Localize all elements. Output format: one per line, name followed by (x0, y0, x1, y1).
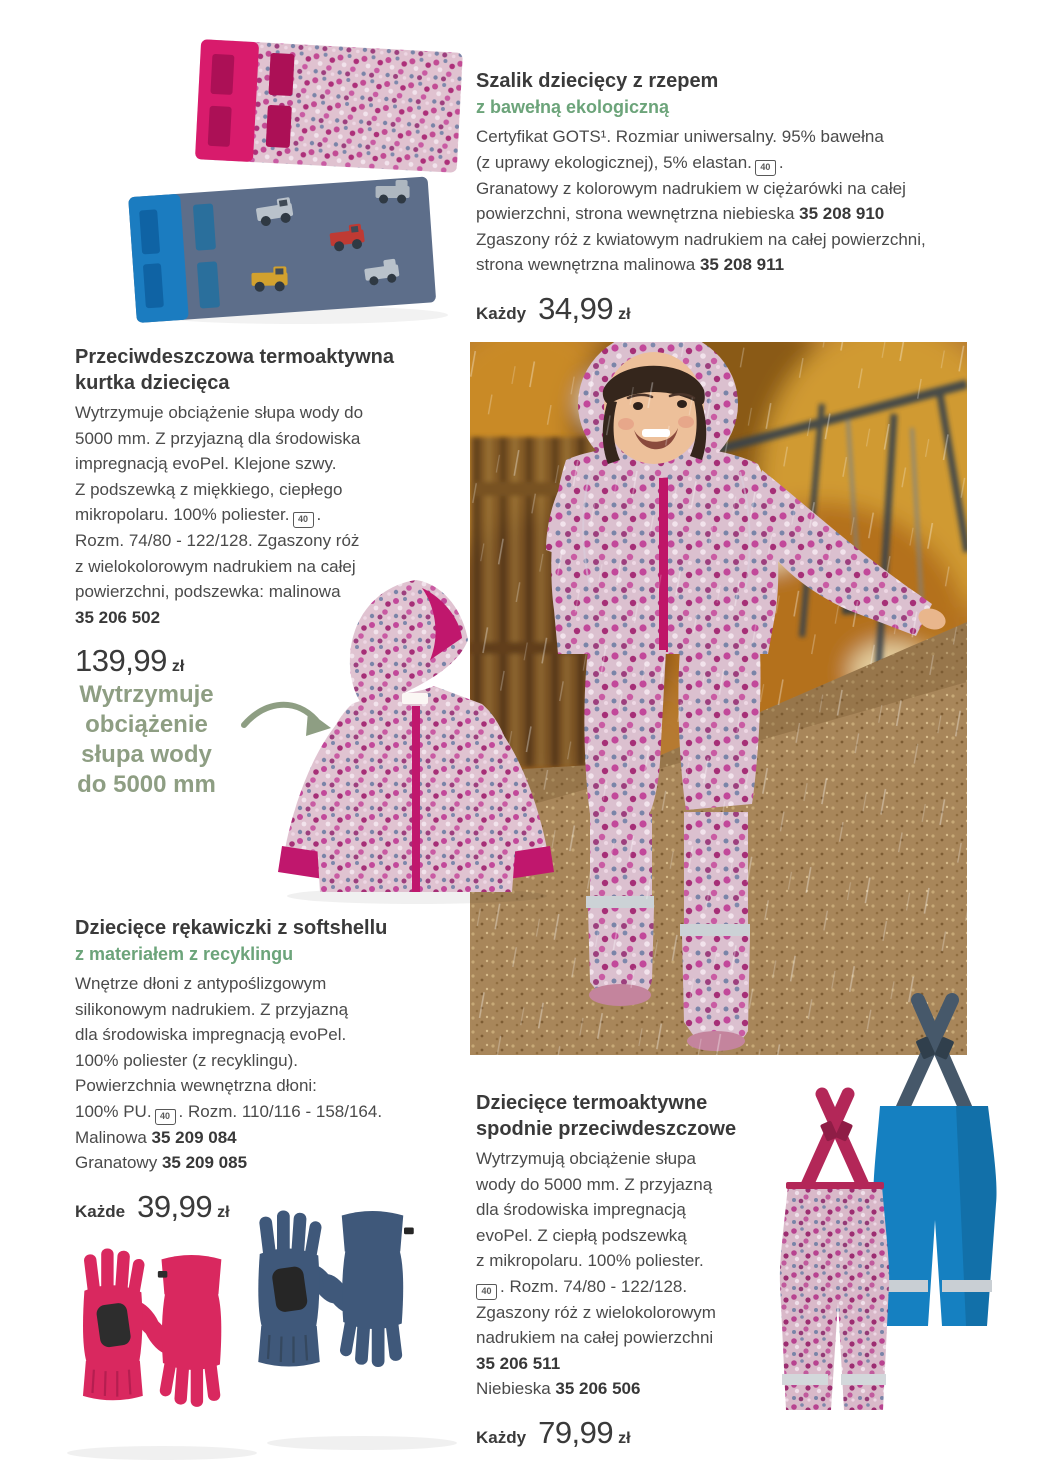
gloves-illustration (52, 1195, 462, 1463)
scarf-desc-line: Zgaszony róż z kwiatowym nadrukiem na całej powierzchni, (476, 229, 926, 249)
navy-truck-scarf (128, 176, 436, 323)
wash-care-icon: 40 (293, 512, 314, 528)
scarf-sku-rose: 35 208 911 (699, 255, 785, 274)
scarf-description (476, 124, 976, 278)
price-currency: zł (171, 658, 185, 675)
price-label: Każdy (476, 303, 527, 323)
collar-label (402, 693, 428, 704)
pants-desc-line: Zgaszony róż z wielokolorowym (476, 1302, 716, 1322)
wash-care-icon: 40 (476, 1284, 497, 1300)
gloves-desc-line: Powierzchnia wewnętrzna dłoni: (75, 1076, 317, 1095)
price-label: Każde (75, 1201, 126, 1221)
jacket-desc-line: z wielokolorowym nadrukiem na całej (75, 556, 356, 576)
price-value: 39,99 (137, 1188, 213, 1224)
pants-sku-blue: 35 206 506 (555, 1379, 641, 1398)
scarf-desc-line: (z uprawy ekologicznej), 5% elastan. 40 . (476, 150, 976, 176)
gloves-sku-navy: 35 209 085 (161, 1153, 248, 1172)
pants-product-info (476, 1090, 776, 1451)
scarf-desc-line: strona wewnętrzna malinowa 35 208 911 (476, 255, 785, 274)
price-value: 34,99 (538, 290, 614, 326)
pants-desc-line: wody do 5000 mm. Z przyjazną (476, 1174, 713, 1194)
scarf-desc-line: Granatowy z kolorowym nadrukiem w ciężarówki na całej (476, 178, 906, 198)
jacket-title: Przeciwdeszczowa termoaktywna kurtka dziecięca (75, 346, 395, 394)
pants-desc-line: Wytrzymują obciążenie słupa (476, 1149, 696, 1168)
wash-care-icon: 40 (155, 1109, 176, 1125)
scarf-product-info (476, 68, 976, 327)
gloves-eco-subtitle: z materiałem z recyklingu (75, 944, 294, 964)
scarf-sku-navy: 35 208 910 (799, 204, 885, 223)
pants-desc-line: nadrukiem na całej powierzchni (476, 1328, 714, 1347)
pants-desc-line: dla środowiska impregnacją (476, 1200, 686, 1219)
gloves-product-image (52, 1195, 462, 1463)
scarves-product-image (118, 5, 463, 327)
price-label: Każdy (476, 1427, 527, 1447)
gloves-title: Dziecięce rękawiczki z softshellu (75, 917, 388, 939)
price-currency: zł (217, 1203, 230, 1221)
gloves-product-info (75, 915, 475, 1225)
price-value: 139,99 (75, 643, 167, 678)
pants-description (476, 1146, 776, 1402)
gloves-desc-line: 100% PU. 40 . Rozm. 110/116 - 158/164. (75, 1099, 475, 1125)
pink-floral-scarf (195, 39, 463, 173)
pants-desc-line: z mikropolaru. 100% poliester. (476, 1251, 704, 1270)
jacket-desc-line: mikropolaru. 100% poliester. 40 . (75, 502, 475, 528)
jacket-desc-line: Wytrzymuje obciążenie słupa wody do (75, 403, 364, 422)
jacket-desc-line: Rozm. 74/80 - 122/128. Zgaszony róż (75, 531, 360, 550)
jacket-zipper (412, 706, 420, 892)
jacket-illustration (272, 572, 562, 907)
price-currency: zł (618, 1429, 631, 1447)
scarves-illustration (118, 5, 463, 327)
gloves-desc-line: dla środowiska impregnacją evoPel. (75, 1025, 347, 1044)
navy-glove-back (317, 1211, 414, 1367)
jacket-desc-line: powierzchni, podszewka: malinowa (75, 582, 341, 601)
gloves-description (75, 971, 475, 1176)
scarf-eco-subtitle: z bawełną ekologiczną (476, 97, 670, 117)
scarf-title: Szalik dziecięcy z rzepem (476, 70, 719, 92)
gloves-desc-line: Wnętrze dłoni z antypoślizgowym (75, 974, 327, 993)
pink-pants-illustration (768, 1072, 903, 1422)
pants-desc-line: evoPel. Z ciepłą podszewką (476, 1225, 687, 1245)
scarf-price (476, 291, 976, 327)
jacket-desc-line: impregnacją evoPel. Klejone szwy. (75, 454, 337, 473)
price-currency: zł (618, 305, 631, 323)
jacket-sku: 35 206 502 (75, 607, 161, 627)
jacket-desc-line: 5000 mm. Z przyjazną dla środowiska (75, 428, 361, 448)
pants-color-line: Niebieska 35 206 506 (476, 1379, 641, 1398)
raspberry-glove-back (138, 1255, 222, 1407)
gloves-sku-raspberry: 35 209 084 (151, 1127, 237, 1147)
price-value: 79,99 (538, 1414, 614, 1450)
wash-care-icon: 40 (755, 160, 776, 176)
jacket-product-image (272, 572, 562, 907)
gloves-desc-line: silikonowym nadrukiem. Z przyjazną (75, 999, 349, 1019)
pants-desc-line: 40 . Rozm. 74/80 - 122/128. (476, 1274, 776, 1300)
scarf-desc-line: powierzchni, strona wewnętrzna niebieska 35 208 910 (476, 204, 885, 223)
jacket-desc-line: Z podszewką z miękkiego, ciepłego (75, 479, 343, 499)
pants-title: Dziecięce termoaktywne spodnie przeciwdeszczowe (476, 1092, 737, 1140)
scarf-desc-line: Certyfikat GOTS¹. Rozmiar uniwersalny. 95% bawełna (476, 127, 884, 146)
water-column-callout: Wytrzymuje obciążenie słupa wody do 5000 mm (77, 681, 216, 798)
gloves-color-line: Granatowy 35 209 085 (75, 1153, 248, 1172)
pink-rain-pants-image (768, 1072, 903, 1422)
pants-price (476, 1415, 776, 1451)
gloves-desc-line: 100% poliester (z recyklingu). (75, 1050, 298, 1070)
pants-sku-rose: 35 206 511 (476, 1353, 561, 1373)
gloves-color-line: Malinowa 35 209 084 (75, 1127, 237, 1147)
